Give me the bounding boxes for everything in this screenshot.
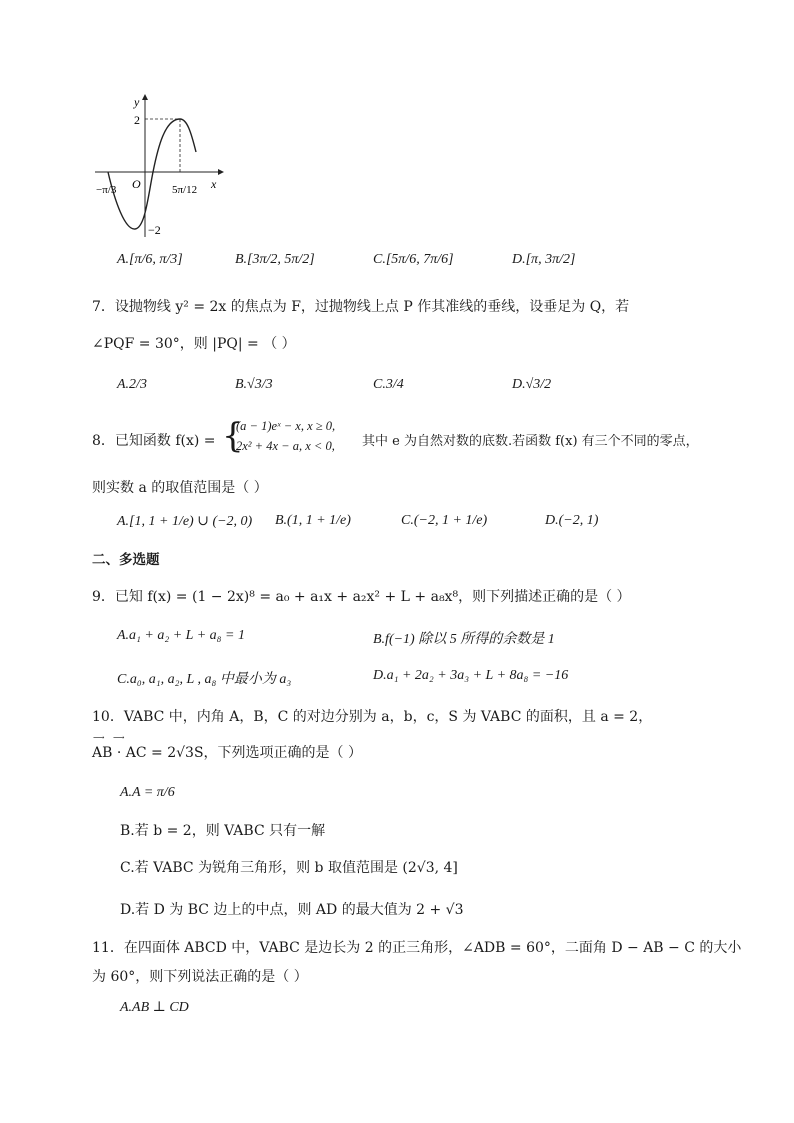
q11-option-a[interactable]: A.AB ⊥ CD bbox=[120, 1000, 189, 1015]
q8-stem-prefix: 8．已知函数 f(x) = bbox=[92, 433, 216, 449]
q7-stem-line1: 7．设抛物线 y² = 2x 的焦点为 F，过抛物线上点 P 作其准线的垂线，设垂足为 Q，若 bbox=[92, 299, 630, 315]
q7-option-a[interactable]: A.2/3 bbox=[117, 377, 147, 392]
x-axis-arrow-icon bbox=[218, 169, 224, 175]
q8-stem-suffix: 其中 e 为自然对数的底数.若函数 f(x) 有三个不同的零点， bbox=[362, 434, 699, 449]
origin-label: O bbox=[132, 177, 141, 191]
q9-option-b[interactable]: B.f(−1) 除以 5 所得的余数是 1 bbox=[373, 632, 555, 647]
q8-option-c[interactable]: C.(−2, 1 + 1/e) bbox=[401, 513, 488, 528]
q8-stem-line2: 则实数 a 的取值范围是（ ） bbox=[92, 480, 268, 496]
y-axis-label: y bbox=[134, 95, 140, 109]
q11-stem-line2: 为 60°，则下列说法正确的是（ ） bbox=[92, 969, 308, 985]
y-max-label: 2 bbox=[134, 113, 140, 127]
q7-option-b[interactable]: B.√3/3 bbox=[235, 377, 273, 392]
x-left-label: −π/3 bbox=[96, 184, 117, 196]
q10-stem-line1: 10．VABC 中，内角 A，B，C 的对边分别为 a，b，c，S 为 VABC 的面积，且 a = 2， bbox=[92, 709, 653, 725]
q8-option-a[interactable]: A.[1, 1 + 1/e) ∪ (−2, 0) bbox=[117, 514, 253, 529]
q6-option-a[interactable]: A.[π/6, π/3] bbox=[117, 252, 183, 267]
q9-option-c[interactable]: C.a₀, a₁, a₂, L , a₈ 中最小为 a₃ bbox=[117, 672, 292, 687]
q8-brace-icon: { bbox=[222, 416, 244, 456]
q8-option-d[interactable]: D.(−2, 1) bbox=[545, 513, 599, 528]
q11-stem-line1: 11．在四面体 ABCD 中，VABC 是边长为 2 的正三角形，∠ADB = 60°，二面角 D − AB − C 的大小 bbox=[92, 940, 742, 956]
q6-option-d[interactable]: D.[π, 3π/2] bbox=[512, 252, 576, 267]
section-title-multiple-choice: 二、多选题 bbox=[92, 552, 160, 568]
q6-option-c[interactable]: C.[5π/6, 7π/6] bbox=[373, 252, 454, 267]
q10-option-c[interactable]: C.若 VABC 为锐角三角形，则 b 取值范围是 (2√3, 4] bbox=[120, 860, 458, 876]
x-axis-label: x bbox=[211, 177, 217, 191]
q9-option-a[interactable]: A.a₁ + a₂ + L + a₈ = 1 bbox=[117, 628, 245, 643]
q8-option-b[interactable]: B.(1, 1 + 1/e) bbox=[275, 513, 351, 528]
q10-vector-arrows-icon: ⟶ ⟶ bbox=[93, 733, 128, 742]
q8-case1: (a − 1)eˣ − x, x ≥ 0, bbox=[236, 419, 336, 433]
q7-option-c[interactable]: C.3/4 bbox=[373, 377, 404, 392]
q7-stem-line2: ∠PQF = 30°，则 |PQ| = （ ） bbox=[92, 336, 296, 352]
q9-stem: 9．已知 f(x) = (1 − 2x)⁸ = a₀ + a₁x + a₂x² + L + a₈x⁸，则下列描述正确的是（ ） bbox=[92, 589, 631, 605]
q10-stem-line2: AB · AC = 2√3S，下列选项正确的是（ ） bbox=[92, 745, 362, 761]
q10-option-b[interactable]: B.若 b = 2，则 VABC 只有一解 bbox=[120, 823, 326, 839]
q10-option-d[interactable]: D.若 D 为 BC 边上的中点，则 AD 的最大值为 2 + √3 bbox=[120, 902, 464, 918]
q7-option-d[interactable]: D.√3/2 bbox=[512, 377, 552, 392]
q6-option-b[interactable]: B.[3π/2, 5π/2] bbox=[235, 252, 315, 267]
y-axis-arrow-icon bbox=[142, 94, 148, 100]
function-graph bbox=[90, 92, 230, 242]
q10-option-a[interactable]: A.A = π/6 bbox=[120, 785, 175, 800]
y-min-label: −2 bbox=[148, 223, 161, 237]
sine-curve bbox=[108, 119, 196, 229]
x-right-label: 5π/12 bbox=[172, 184, 198, 196]
q8-case2: 2x² + 4x − a, x < 0, bbox=[236, 439, 335, 453]
q9-option-d[interactable]: D.a₁ + 2a₂ + 3a₃ + L + 8a₈ = −16 bbox=[373, 668, 569, 683]
